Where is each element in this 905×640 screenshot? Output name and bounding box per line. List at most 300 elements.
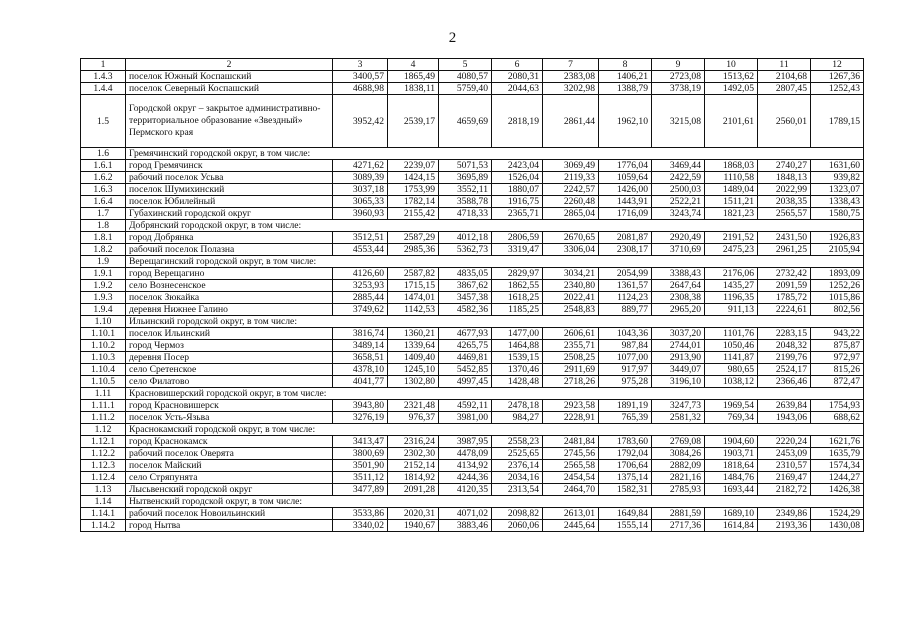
value-cell: 3511,12 xyxy=(333,472,388,484)
value-cell: 2423,04 xyxy=(492,160,543,172)
value-cell: 1484,76 xyxy=(705,472,758,484)
table-row xyxy=(81,448,864,460)
settlement-name: Городской округ – закрытое административно-территориальное образование «Звездный» Пермского края xyxy=(126,95,333,148)
row-code: 1.11.2 xyxy=(81,412,126,424)
row-code: 1.9 xyxy=(81,256,126,268)
value-cell: 1185,25 xyxy=(492,304,543,316)
value-cell: 2670,65 xyxy=(543,232,599,244)
value-cell: 1513,62 xyxy=(705,71,758,83)
value-cell: 1370,46 xyxy=(492,364,543,376)
value-cell: 2081,87 xyxy=(599,232,652,244)
value-cell: 1267,36 xyxy=(811,71,864,83)
section-title: Нытвенский городской округ, в том числе: xyxy=(126,496,864,508)
value-cell: 2524,17 xyxy=(758,364,811,376)
value-cell: 1868,03 xyxy=(705,160,758,172)
value-cell: 3037,20 xyxy=(652,328,705,340)
section-row xyxy=(81,424,864,436)
section-title: Красновишерский городской округ, в том числе: xyxy=(126,388,864,400)
value-cell: 4126,60 xyxy=(333,268,388,280)
value-cell: 4582,36 xyxy=(439,304,492,316)
value-cell: 2260,48 xyxy=(543,196,599,208)
value-cell: 3084,26 xyxy=(652,448,705,460)
value-cell: 1715,15 xyxy=(388,280,439,292)
value-cell: 2022,41 xyxy=(543,292,599,304)
settlement-name: город Чермоз xyxy=(126,340,333,352)
settlement-name: поселок Усть-Язьва xyxy=(126,412,333,424)
value-cell: 3867,62 xyxy=(439,280,492,292)
value-cell: 2182,72 xyxy=(758,484,811,496)
row-code: 1.9.1 xyxy=(81,268,126,280)
value-cell: 2745,56 xyxy=(543,448,599,460)
value-cell: 1940,67 xyxy=(388,520,439,532)
section-title: Добрянский городской округ, в том числе: xyxy=(126,220,864,232)
row-code: 1.10.4 xyxy=(81,364,126,376)
value-cell: 2239,07 xyxy=(388,160,439,172)
value-cell: 3749,62 xyxy=(333,304,388,316)
settlement-name: село Вознесенское xyxy=(126,280,333,292)
row-code: 1.5 xyxy=(81,95,126,148)
row-code: 1.6.1 xyxy=(81,160,126,172)
value-cell: 1430,08 xyxy=(811,520,864,532)
column-number: 1 xyxy=(81,59,126,71)
value-cell: 1375,14 xyxy=(599,472,652,484)
value-cell: 4071,02 xyxy=(439,508,492,520)
table-row xyxy=(81,208,864,220)
value-cell: 1814,92 xyxy=(388,472,439,484)
value-cell: 3883,46 xyxy=(439,520,492,532)
value-cell: 2785,93 xyxy=(652,484,705,496)
value-cell: 2881,59 xyxy=(652,508,705,520)
row-code: 1.11 xyxy=(81,388,126,400)
value-cell: 2807,45 xyxy=(758,83,811,95)
value-cell: 688,62 xyxy=(811,412,864,424)
value-cell: 911,13 xyxy=(705,304,758,316)
value-cell: 1339,64 xyxy=(388,340,439,352)
value-cell: 5452,85 xyxy=(439,364,492,376)
value-cell: 2717,36 xyxy=(652,520,705,532)
value-cell: 2481,84 xyxy=(543,436,599,448)
value-cell: 4244,36 xyxy=(439,472,492,484)
value-cell: 3469,44 xyxy=(652,160,705,172)
settlement-name: поселок Шумихинский xyxy=(126,184,333,196)
settlement-name: поселок Южный Коспашский xyxy=(126,71,333,83)
value-cell: 4134,92 xyxy=(439,460,492,472)
value-cell: 1969,54 xyxy=(705,400,758,412)
value-cell: 1426,00 xyxy=(599,184,652,196)
value-cell: 3253,93 xyxy=(333,280,388,292)
value-cell: 3738,19 xyxy=(652,83,705,95)
value-cell: 4080,57 xyxy=(439,71,492,83)
value-cell: 4688,98 xyxy=(333,83,388,95)
value-cell: 1141,87 xyxy=(705,352,758,364)
table-row xyxy=(81,71,864,83)
value-cell: 2020,31 xyxy=(388,508,439,520)
value-cell: 1244,27 xyxy=(811,472,864,484)
table-row xyxy=(81,95,864,148)
section-row xyxy=(81,316,864,328)
settlement-name: город Гремячинск xyxy=(126,160,333,172)
value-cell: 2152,14 xyxy=(388,460,439,472)
value-cell: 3243,74 xyxy=(652,208,705,220)
settlement-name: поселок Майский xyxy=(126,460,333,472)
value-cell: 872,47 xyxy=(811,376,864,388)
value-cell: 2169,47 xyxy=(758,472,811,484)
value-cell: 2525,65 xyxy=(492,448,543,460)
value-cell: 2613,01 xyxy=(543,508,599,520)
value-cell: 2224,61 xyxy=(758,304,811,316)
value-cell: 1050,46 xyxy=(705,340,758,352)
value-cell: 2445,64 xyxy=(543,520,599,532)
table-row xyxy=(81,472,864,484)
value-cell: 802,56 xyxy=(811,304,864,316)
settlement-name: село Стряпунята xyxy=(126,472,333,484)
value-cell: 1689,10 xyxy=(705,508,758,520)
value-cell: 984,27 xyxy=(492,412,543,424)
value-cell: 1962,10 xyxy=(599,95,652,148)
value-cell: 2313,54 xyxy=(492,484,543,496)
value-cell: 4120,35 xyxy=(439,484,492,496)
value-cell: 2548,83 xyxy=(543,304,599,316)
value-cell: 2500,03 xyxy=(652,184,705,196)
row-code: 1.4.3 xyxy=(81,71,126,83)
value-cell: 3247,73 xyxy=(652,400,705,412)
section-row xyxy=(81,388,864,400)
value-cell: 4997,45 xyxy=(439,376,492,388)
value-cell: 3710,69 xyxy=(652,244,705,256)
value-cell: 2321,48 xyxy=(388,400,439,412)
value-cell: 1409,40 xyxy=(388,352,439,364)
value-cell: 1426,38 xyxy=(811,484,864,496)
value-cell: 1464,88 xyxy=(492,340,543,352)
table-row xyxy=(81,508,864,520)
value-cell: 1926,83 xyxy=(811,232,864,244)
value-cell: 2829,97 xyxy=(492,268,543,280)
value-cell: 2220,24 xyxy=(758,436,811,448)
value-cell: 2283,15 xyxy=(758,328,811,340)
settlement-name: деревня Посер xyxy=(126,352,333,364)
row-code: 1.12.4 xyxy=(81,472,126,484)
value-cell: 1302,80 xyxy=(388,376,439,388)
value-cell: 1124,23 xyxy=(599,292,652,304)
value-cell: 3449,07 xyxy=(652,364,705,376)
row-code: 1.9.3 xyxy=(81,292,126,304)
value-cell: 2718,26 xyxy=(543,376,599,388)
value-cell: 1492,05 xyxy=(705,83,758,95)
value-cell: 3658,51 xyxy=(333,352,388,364)
value-cell: 1943,06 xyxy=(758,412,811,424)
value-cell: 1142,53 xyxy=(388,304,439,316)
value-cell: 2308,17 xyxy=(599,244,652,256)
value-cell: 1614,84 xyxy=(705,520,758,532)
value-cell: 2961,25 xyxy=(758,244,811,256)
value-cell: 2464,70 xyxy=(543,484,599,496)
table-row xyxy=(81,460,864,472)
value-cell: 3069,49 xyxy=(543,160,599,172)
row-code: 1.12.2 xyxy=(81,448,126,460)
value-cell: 2565,58 xyxy=(543,460,599,472)
value-cell: 4478,09 xyxy=(439,448,492,460)
value-cell: 3037,18 xyxy=(333,184,388,196)
value-cell: 2155,42 xyxy=(388,208,439,220)
value-cell: 2965,20 xyxy=(652,304,705,316)
settlement-name: город Верещагино xyxy=(126,268,333,280)
value-cell: 2080,31 xyxy=(492,71,543,83)
value-cell: 2818,19 xyxy=(492,95,543,148)
value-cell: 1406,21 xyxy=(599,71,652,83)
value-cell: 3034,21 xyxy=(543,268,599,280)
value-cell: 2454,54 xyxy=(543,472,599,484)
table-row xyxy=(81,520,864,532)
column-number: 9 xyxy=(652,59,705,71)
value-cell: 3816,74 xyxy=(333,328,388,340)
value-cell: 2821,16 xyxy=(652,472,705,484)
value-cell: 1916,75 xyxy=(492,196,543,208)
settlement-name: поселок Зюкайка xyxy=(126,292,333,304)
value-cell: 2365,71 xyxy=(492,208,543,220)
value-cell: 3800,69 xyxy=(333,448,388,460)
value-cell: 2199,76 xyxy=(758,352,811,364)
value-cell: 1477,00 xyxy=(492,328,543,340)
table-row xyxy=(81,232,864,244)
value-cell: 2723,08 xyxy=(652,71,705,83)
value-cell: 2316,24 xyxy=(388,436,439,448)
value-cell: 1043,36 xyxy=(599,328,652,340)
value-cell: 1110,58 xyxy=(705,172,758,184)
value-cell: 1716,09 xyxy=(599,208,652,220)
column-number: 5 xyxy=(439,59,492,71)
value-cell: 1818,64 xyxy=(705,460,758,472)
table-row xyxy=(81,352,864,364)
value-cell: 1848,13 xyxy=(758,172,811,184)
value-cell: 2861,44 xyxy=(543,95,599,148)
value-cell: 1245,10 xyxy=(388,364,439,376)
row-code: 1.6.3 xyxy=(81,184,126,196)
table-row xyxy=(81,400,864,412)
settlement-name: деревня Нижнее Галино xyxy=(126,304,333,316)
row-code: 1.11.1 xyxy=(81,400,126,412)
value-cell: 4553,44 xyxy=(333,244,388,256)
row-code: 1.9.2 xyxy=(81,280,126,292)
value-cell: 3388,43 xyxy=(652,268,705,280)
value-cell: 3319,47 xyxy=(492,244,543,256)
value-cell: 2383,08 xyxy=(543,71,599,83)
value-cell: 3457,38 xyxy=(439,292,492,304)
value-cell: 1526,04 xyxy=(492,172,543,184)
value-cell: 1693,44 xyxy=(705,484,758,496)
value-cell: 5071,53 xyxy=(439,160,492,172)
value-cell: 2119,33 xyxy=(543,172,599,184)
value-cell: 3981,00 xyxy=(439,412,492,424)
page-number: 2 xyxy=(448,30,457,46)
table-row xyxy=(81,196,864,208)
value-cell: 1524,29 xyxy=(811,508,864,520)
settlement-name: поселок Юбилейный xyxy=(126,196,333,208)
value-cell: 1635,79 xyxy=(811,448,864,460)
value-cell: 2865,04 xyxy=(543,208,599,220)
value-cell: 1621,76 xyxy=(811,436,864,448)
value-cell: 1582,31 xyxy=(599,484,652,496)
value-cell: 2475,23 xyxy=(705,244,758,256)
value-cell: 1580,75 xyxy=(811,208,864,220)
value-cell: 2034,16 xyxy=(492,472,543,484)
value-cell: 939,82 xyxy=(811,172,864,184)
value-cell: 2560,01 xyxy=(758,95,811,148)
value-cell: 1618,25 xyxy=(492,292,543,304)
value-cell: 2193,36 xyxy=(758,520,811,532)
table-row xyxy=(81,364,864,376)
row-code: 1.10.3 xyxy=(81,352,126,364)
value-cell: 2639,84 xyxy=(758,400,811,412)
value-cell: 3501,90 xyxy=(333,460,388,472)
value-cell: 3512,51 xyxy=(333,232,388,244)
value-cell: 1706,64 xyxy=(599,460,652,472)
column-number: 3 xyxy=(333,59,388,71)
row-code: 1.12.3 xyxy=(81,460,126,472)
table-row xyxy=(81,184,864,196)
value-cell: 1862,55 xyxy=(492,280,543,292)
value-cell: 2310,57 xyxy=(758,460,811,472)
column-number: 12 xyxy=(811,59,864,71)
row-code: 1.4.4 xyxy=(81,83,126,95)
row-code: 1.14 xyxy=(81,496,126,508)
value-cell: 2587,82 xyxy=(388,268,439,280)
table-row xyxy=(81,412,864,424)
value-cell: 2308,38 xyxy=(652,292,705,304)
value-cell: 2923,58 xyxy=(543,400,599,412)
value-cell: 2985,36 xyxy=(388,244,439,256)
value-cell: 2242,57 xyxy=(543,184,599,196)
value-cell: 3695,89 xyxy=(439,172,492,184)
value-cell: 2105,94 xyxy=(811,244,864,256)
value-cell: 1631,60 xyxy=(811,160,864,172)
column-number: 8 xyxy=(599,59,652,71)
settlement-name: город Красновишерск xyxy=(126,400,333,412)
settlement-name: рабочий поселок Новоильинский xyxy=(126,508,333,520)
settlement-name: рабочий поселок Усьва xyxy=(126,172,333,184)
value-cell: 2920,49 xyxy=(652,232,705,244)
value-cell: 1754,93 xyxy=(811,400,864,412)
value-cell: 2228,91 xyxy=(543,412,599,424)
value-cell: 2911,69 xyxy=(543,364,599,376)
value-cell: 889,77 xyxy=(599,304,652,316)
value-cell: 1015,86 xyxy=(811,292,864,304)
value-cell: 2044,63 xyxy=(492,83,543,95)
settlement-name: село Сретенское xyxy=(126,364,333,376)
value-cell: 2508,25 xyxy=(543,352,599,364)
value-cell: 4592,11 xyxy=(439,400,492,412)
value-cell: 2806,59 xyxy=(492,232,543,244)
table-row xyxy=(81,280,864,292)
value-cell: 2091,28 xyxy=(388,484,439,496)
value-cell: 1443,91 xyxy=(599,196,652,208)
value-cell: 1388,79 xyxy=(599,83,652,95)
value-cell: 976,37 xyxy=(388,412,439,424)
table-row xyxy=(81,304,864,316)
column-number: 6 xyxy=(492,59,543,71)
table-row xyxy=(81,172,864,184)
value-cell: 875,87 xyxy=(811,340,864,352)
value-cell: 4718,33 xyxy=(439,208,492,220)
row-code: 1.12 xyxy=(81,424,126,436)
table-row xyxy=(81,292,864,304)
value-cell: 2048,32 xyxy=(758,340,811,352)
value-cell: 2539,17 xyxy=(388,95,439,148)
value-cell: 1511,21 xyxy=(705,196,758,208)
value-cell: 3276,19 xyxy=(333,412,388,424)
column-number: 10 xyxy=(705,59,758,71)
value-cell: 1101,76 xyxy=(705,328,758,340)
value-cell: 1789,15 xyxy=(811,95,864,148)
value-cell: 5362,73 xyxy=(439,244,492,256)
value-cell: 975,28 xyxy=(599,376,652,388)
value-cell: 1539,15 xyxy=(492,352,543,364)
value-cell: 1435,27 xyxy=(705,280,758,292)
value-cell: 1880,07 xyxy=(492,184,543,196)
row-code: 1.12.1 xyxy=(81,436,126,448)
value-cell: 2060,06 xyxy=(492,520,543,532)
value-cell: 1338,43 xyxy=(811,196,864,208)
value-cell: 1891,19 xyxy=(599,400,652,412)
value-cell: 2431,50 xyxy=(758,232,811,244)
value-cell: 1474,01 xyxy=(388,292,439,304)
section-row xyxy=(81,220,864,232)
column-number: 4 xyxy=(388,59,439,71)
value-cell: 3533,86 xyxy=(333,508,388,520)
value-cell: 4659,69 xyxy=(439,95,492,148)
value-cell: 4835,05 xyxy=(439,268,492,280)
row-code: 1.6.2 xyxy=(81,172,126,184)
value-cell: 1428,48 xyxy=(492,376,543,388)
section-title: Гремячинский городской округ, в том числе: xyxy=(126,148,864,160)
value-cell: 2302,30 xyxy=(388,448,439,460)
value-cell: 3202,98 xyxy=(543,83,599,95)
value-cell: 765,39 xyxy=(599,412,652,424)
value-cell: 1196,35 xyxy=(705,292,758,304)
value-cell: 5759,40 xyxy=(439,83,492,95)
value-cell: 4265,75 xyxy=(439,340,492,352)
value-cell: 1361,57 xyxy=(599,280,652,292)
value-cell: 1360,21 xyxy=(388,328,439,340)
value-cell: 1252,26 xyxy=(811,280,864,292)
table-row xyxy=(81,244,864,256)
settlement-name: село Филатово xyxy=(126,376,333,388)
value-cell: 2882,09 xyxy=(652,460,705,472)
value-cell: 4012,18 xyxy=(439,232,492,244)
table-row xyxy=(81,328,864,340)
value-cell: 1077,00 xyxy=(599,352,652,364)
value-cell: 2769,08 xyxy=(652,436,705,448)
value-cell: 1785,72 xyxy=(758,292,811,304)
value-cell: 2885,44 xyxy=(333,292,388,304)
value-cell: 1821,23 xyxy=(705,208,758,220)
table-row xyxy=(81,376,864,388)
value-cell: 2647,64 xyxy=(652,280,705,292)
row-code: 1.14.2 xyxy=(81,520,126,532)
value-cell: 3477,89 xyxy=(333,484,388,496)
value-cell: 987,84 xyxy=(599,340,652,352)
value-cell: 1792,04 xyxy=(599,448,652,460)
value-cell: 917,97 xyxy=(599,364,652,376)
row-code: 1.8 xyxy=(81,220,126,232)
settlement-name: рабочий поселок Полазна xyxy=(126,244,333,256)
value-cell: 2376,14 xyxy=(492,460,543,472)
value-cell: 2340,80 xyxy=(543,280,599,292)
value-cell: 3588,78 xyxy=(439,196,492,208)
table-row xyxy=(81,83,864,95)
column-number: 2 xyxy=(126,59,333,71)
value-cell: 3196,10 xyxy=(652,376,705,388)
value-cell: 4469,81 xyxy=(439,352,492,364)
